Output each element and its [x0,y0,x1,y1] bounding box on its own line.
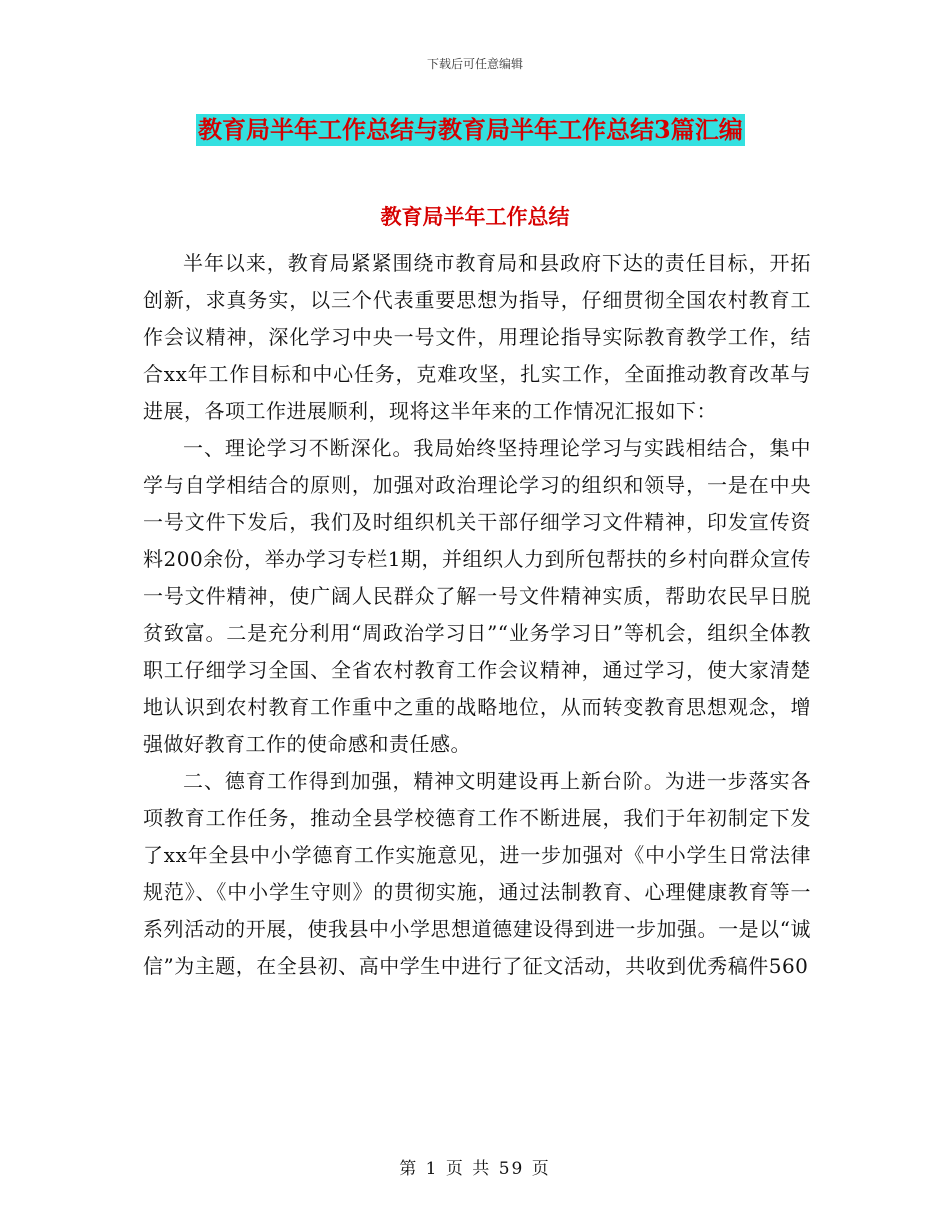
paragraph-moral-education: 二、德育工作得到加强，精神文明建设再上新台阶。为进一步落实各项教育工作任务，推动全县学校德育工作不断进展，我们于年初制定下发了xx年全县中小学德育工作实施意见，进一步加强对《中小学生日常法律规范》、《中小学生守则》的贯彻实施，通过法制教育、心理健康教育等一系列活动的开展，使我县中小学思想道德建设得到进一步加强。一是以“诚信”为主题，在全县初、高中学生中进行了征文活动，共收到优秀稿件560 [143,769,811,978]
section-title: 教育局半年工作总结 [380,204,570,229]
document-title: 教育局半年工作总结与教育局半年工作总结3篇汇编 [198,115,743,144]
paragraph-theory-study: 一、理论学习不断深化。我局始终坚持理论学习与实践相结合，集中学与自学相结合的原则，加强对政治理论学习的组织和领导，一是在中央一号文件下发后，我们及时组织机关干部仔细学习文件精神，印发宣传资料200余份，举办学习专栏1期，并组织人力到所包帮扶的乡村向群众宣传一号文件精神，使广阔人民群众了解一号文件精神实质，帮助农民早日脱贫致富。二是充分利用“周政治学习日”“业务学习日”等机会，组织全体教职工仔细学习全国、全省农村教育工作会议精神，通过学习，使大家清楚地认识到农村教育工作重中之重的战略地位，从而转变教育思想观念，增强做好教育工作的使命感和责任感。 [143,436,811,756]
body-text [143,245,811,985]
paragraph-intro: 半年以来，教育局紧紧围绕市教育局和县政府下达的责任目标，开拓创新，求真务实，以三个代表重要思想为指导，仔细贯彻全国农村教育工作会议精神，深化学习中央一号文件，用理论指导实际教育教学工作，结合xx年工作目标和中心任务，克难攻坚，扎实工作，全面推动教育改革与进展，各项工作进展顺利，现将这半年来的工作情况汇报如下： [143,251,811,423]
header-note: 下载后可任意编辑 [426,57,523,71]
page-footer: 第 1 页 共 59 页 [399,1159,551,1179]
